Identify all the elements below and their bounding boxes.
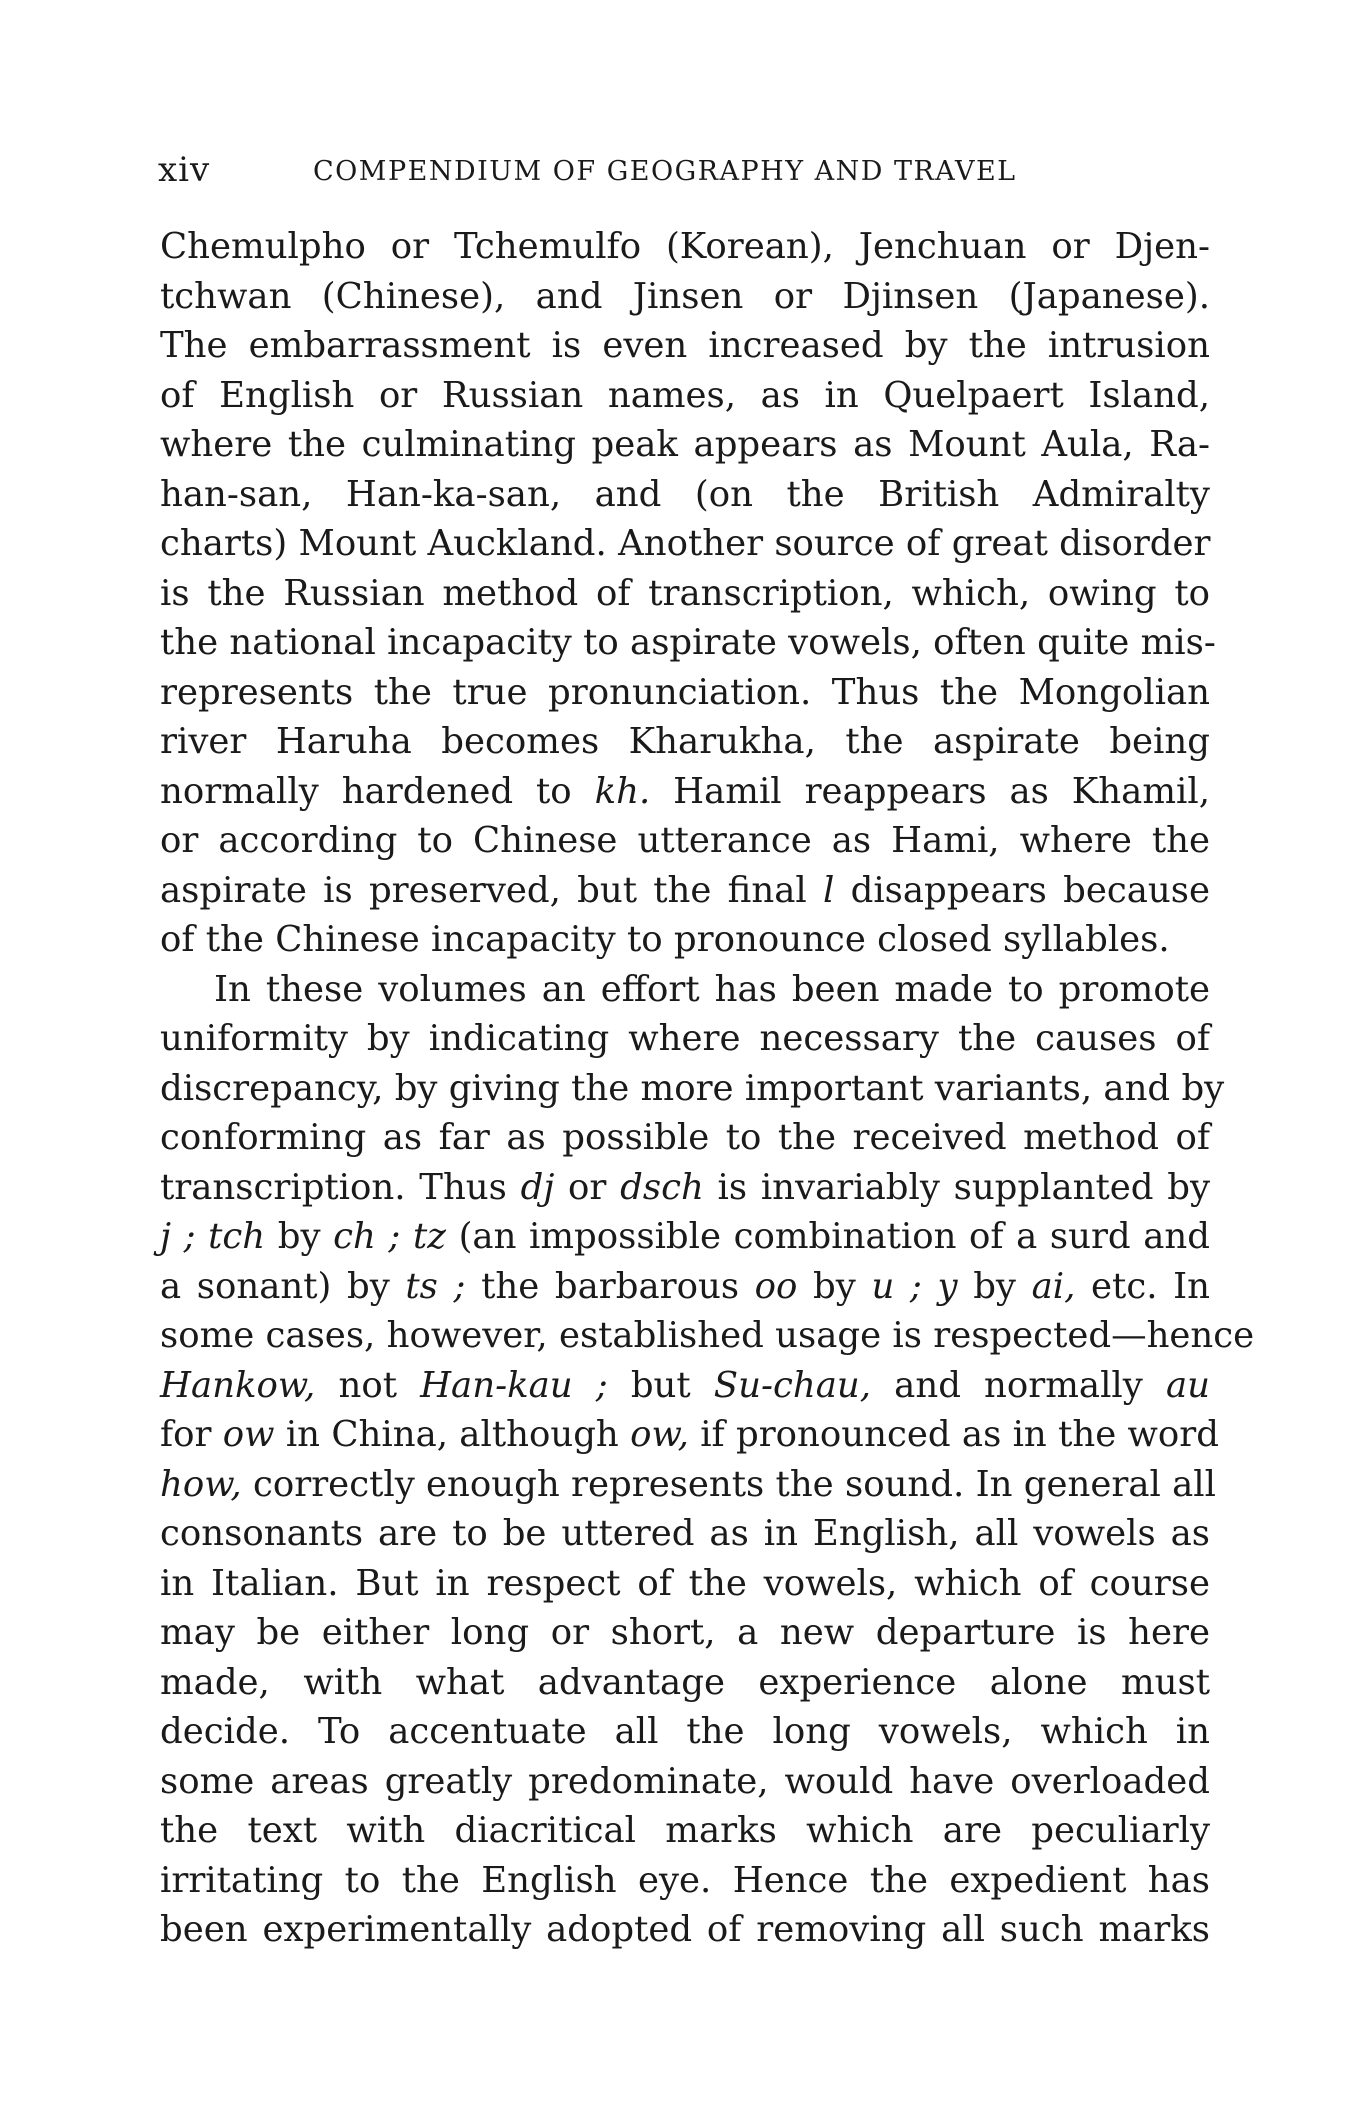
text-line: made, with what advantage experience alone must bbox=[160, 1661, 1210, 1703]
text-line: the national incapacity to aspirate vowels, often quite mis- bbox=[160, 622, 1216, 663]
text-line: of the Chinese incapacity to pronounce closed syllables. bbox=[160, 919, 1170, 960]
text-line-indented: In these volumes an effort has been made to promote bbox=[214, 968, 1210, 1010]
text-line: Chemulpho or Tchemulfo (Korean), Jenchuan or Djen- bbox=[160, 226, 1210, 267]
text-line: j ; tch by ch ; tz (an impossible combination of a surd and bbox=[160, 1216, 1210, 1257]
text-line: transcription. Thus dj or dsch is invariably supplanted by bbox=[160, 1166, 1211, 1208]
text-line: charts) Mount Auckland. Another source of great disorder bbox=[160, 523, 1211, 564]
text-line: river Haruha becomes Kharukha, the aspirate being bbox=[160, 721, 1210, 762]
text-line: irritating to the English eye. Hence the expedient has bbox=[160, 1859, 1210, 1901]
text-line: in Italian. But in respect of the vowels, which of course bbox=[160, 1562, 1210, 1604]
text-line: is the Russian method of transcription, which, owing to bbox=[160, 572, 1210, 614]
text-line: consonants are to be uttered as in English, all vowels as bbox=[160, 1513, 1210, 1554]
text-line: a sonant) by ts ; the barbarous oo by u ; y by ai, etc. In bbox=[160, 1265, 1210, 1307]
text-line: The embarrassment is even increased by the intrusion bbox=[160, 325, 1210, 366]
text-line: of English or Russian names, as in Quelpaert Island, bbox=[160, 374, 1210, 416]
text-line: represents the true pronunciation. Thus the Mongolian bbox=[160, 671, 1210, 713]
text-line: where the culminating peak appears as Mount Aula, Ra- bbox=[160, 424, 1210, 465]
text-line: conforming as far as possible to the received method of bbox=[160, 1117, 1210, 1158]
body-text bbox=[160, 222, 1255, 1955]
text-line: tchwan (Chinese), and Jinsen or Djinsen (Japanese). bbox=[160, 275, 1210, 317]
text-line: for ow in China, although ow, if pronounced as in the word bbox=[160, 1414, 1219, 1455]
text-line: some areas greatly predominate, would have overloaded bbox=[160, 1760, 1210, 1802]
page-number: xiv bbox=[158, 150, 211, 190]
running-head bbox=[158, 150, 1208, 196]
text-line: been experimentally adopted of removing all such marks bbox=[160, 1909, 1210, 1950]
text-line: how, correctly enough represents the sound. In general all bbox=[160, 1463, 1217, 1505]
text-line: normally hardened to kh. Hamil reappears as Khamil, bbox=[160, 770, 1210, 812]
text-line: discrepancy, by giving the more important variants, and by bbox=[160, 1067, 1225, 1109]
text-line: decide. To accentuate all the long vowels, which in bbox=[160, 1711, 1210, 1752]
text-line: han-san, Han-ka-san, and (on the British Admiralty bbox=[160, 473, 1210, 515]
text-line: or according to Chinese utterance as Hami, where the bbox=[160, 820, 1210, 861]
text-line: may be either long or short, a new departure is here bbox=[160, 1612, 1210, 1653]
running-title: COMPENDIUM OF GEOGRAPHY AND TRAVEL bbox=[313, 156, 1017, 187]
text-line: Hankow, not Han-kau ; but Su-chau, and normally au bbox=[160, 1364, 1210, 1406]
text-line: some cases, however, established usage is respected—hence bbox=[160, 1315, 1255, 1356]
text-line: uniformity by indicating where necessary the causes of bbox=[160, 1018, 1210, 1059]
text-line: the text with diacritical marks which are peculiarly bbox=[160, 1810, 1210, 1851]
text-line: aspirate is preserved, but the final l disappears because bbox=[160, 869, 1210, 911]
